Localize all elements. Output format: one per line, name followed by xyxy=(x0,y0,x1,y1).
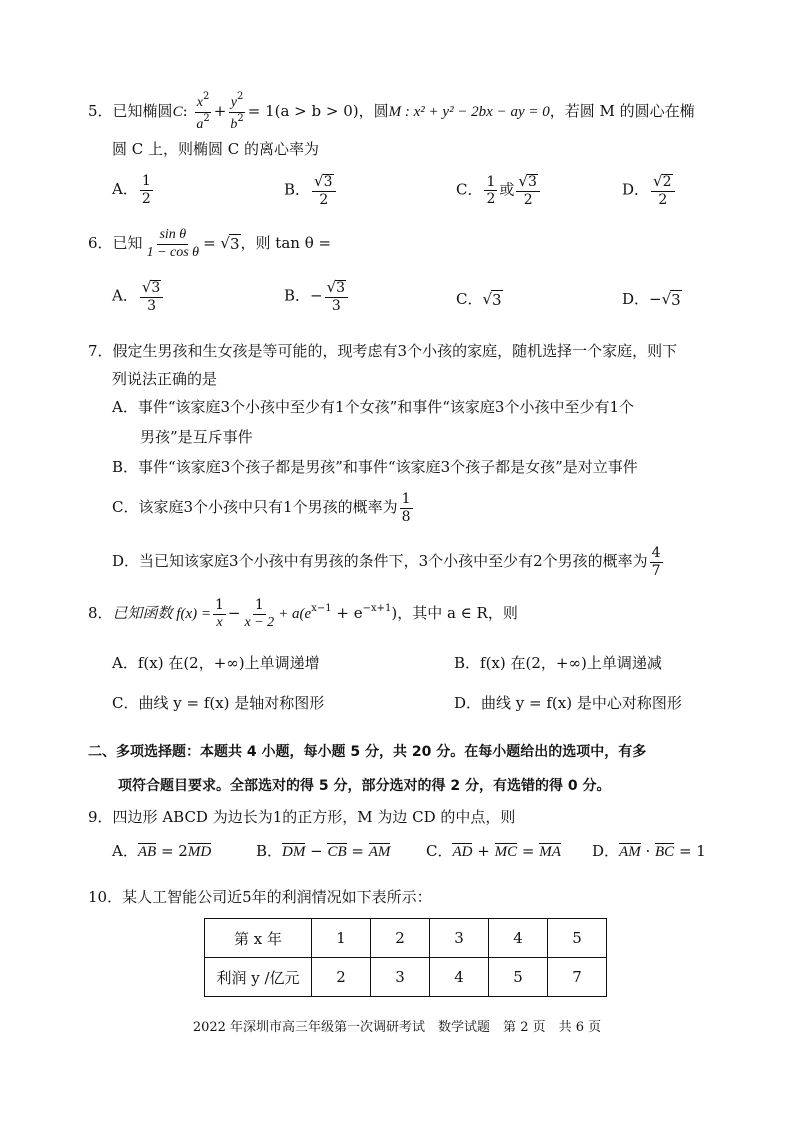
q6-option-a: A． √ 3 3 xyxy=(112,280,165,313)
page-footer: 2022 年深圳市高三年级第一次调研考试 数学试题 第 2 页 共 6 页 xyxy=(192,1020,602,1035)
q9-option-d: D．AM · BC = 1 xyxy=(592,842,706,860)
table-cell: 2 xyxy=(312,958,371,997)
q8-option-b: B．f(x) 在(2，+∞)上单调递减 xyxy=(454,654,662,672)
q5-frac-x: $\frac{x^2}{a^2}$ xyxy=(196,91,210,132)
table-header-profit: 利润 y /亿元 xyxy=(205,958,312,997)
table-row xyxy=(205,958,607,997)
q5-option-c: C． $\frac{1}{2}$ 或 √ 3 2 xyxy=(456,174,542,207)
q10-stem: 10．某人工智能公司近5年的利润情况如下表所示： xyxy=(88,888,432,906)
q9-stem: 9．四边形 ABCD 为边长为1的正方形，M 为边 CD 的中点，则 xyxy=(88,808,516,826)
q7-option-d: D．当已知该家庭3个小孩中有男孩的条件下，3个小孩中至少有2个男孩的概率为 $\frac{4}{7}$ xyxy=(112,545,661,579)
q5-number: 5． xyxy=(88,102,113,121)
q5-mid: ，圆 xyxy=(358,102,389,121)
q7-option-a-line2: 男孩”是互斥事件 xyxy=(140,428,253,446)
q6-stem: 6．已知 $\frac{\text{sin θ}}{\text{1 − cos θ}}$ = √ 3 ，则 tan θ = xyxy=(88,227,332,260)
table-cell: 3 xyxy=(430,919,489,958)
q7-option-a-line1: A．事件“该家庭3个小孩中至少有1个女孩”和事件“该家庭3个小孩中至少有1个 xyxy=(112,398,635,416)
q7-option-c: C．该家庭3个小孩中只有1个男孩的概率为 $\frac{1}{8}$ xyxy=(112,491,411,525)
q5-option-d: D． √ 2 2 xyxy=(622,174,677,207)
q5-stem-line1: 5．已知椭圆C: $\frac{x^2}{a^2}$ + $\frac{y^2}{b^2}$ = 1(a > b > 0)，圆M : x² + y² − 2bx − ay = 0，若圆 M 的圆心在椭 xyxy=(88,91,695,132)
q8-stem: 8．已知函数 f(x) = $\frac{1}{x}$ − $\frac{1}{x - 2}$ + $a(e^{x-1} + e^{-x+1})$，其中 a ∈ R，则 xyxy=(88,597,518,630)
table-cell: 4 xyxy=(489,919,548,958)
table-cell: 3 xyxy=(371,958,430,997)
q5-prefix: 已知椭圆 xyxy=(112,102,173,121)
profit-table xyxy=(204,918,607,997)
q7-option-b: B．事件“该家庭3个孩子都是男孩”和事件“该家庭3个孩子都是女孩”是对立事件 xyxy=(112,458,638,476)
table-row xyxy=(205,919,607,958)
table-cell: 1 xyxy=(312,919,371,958)
table-cell: 5 xyxy=(548,919,607,958)
table-cell: 5 xyxy=(489,958,548,997)
q9-option-b: B．DM − CB = AM xyxy=(256,842,391,860)
q9-option-c: C．AD + MC = MA xyxy=(426,842,561,860)
q5-ellipse-name: C xyxy=(172,104,183,121)
table-cell: 4 xyxy=(430,958,489,997)
section2-heading-line1: 二、多项选择题：本题共 4 小题，每小题 5 分，共 20 分。在每小题给出的选项中，有多 xyxy=(88,744,647,760)
q6-option-b: B．− √ 3 3 xyxy=(284,280,350,313)
q8-option-a: A．f(x) 在(2，+∞)上单调递增 xyxy=(112,654,320,672)
q5-eq-tail: = 1(a > b > 0) xyxy=(247,102,359,121)
q7-stem-line2: 列说法正确的是 xyxy=(112,370,218,388)
q8-option-c: C．曲线 y = f(x) 是轴对称图形 xyxy=(112,694,325,712)
q5-end: ，若圆 M 的圆心在椭 xyxy=(549,102,695,121)
q8-option-d: D．曲线 y = f(x) 是中心对称图形 xyxy=(454,694,682,712)
q6-option-d: D．− √ 3 xyxy=(622,290,681,309)
q5-frac-y: $\frac{y^2}{b^2}$ xyxy=(230,91,244,132)
q5-option-b: B． √ 3 2 xyxy=(284,174,338,207)
table-header-year: 第 x 年 xyxy=(205,919,312,958)
q5-circle-eq: M : x² + y² − 2bx − ay = 0 xyxy=(388,104,550,121)
q7-stem-line1: 7．假定生男孩和生女孩是等可能的，现考虑有3个小孩的家庭，随机选择一个家庭，则下 xyxy=(88,342,678,360)
q9-option-a: A．AB = 2MD xyxy=(112,842,212,860)
table-cell: 2 xyxy=(371,919,430,958)
q6-option-c: C． √ 3 xyxy=(456,290,502,309)
table-cell: 7 xyxy=(548,958,607,997)
q5-option-a: A． $\frac{1}{2}$ xyxy=(112,173,151,207)
q5-stem-line2: 圆 C 上，则椭圆 C 的离心率为 xyxy=(112,140,320,158)
section2-heading-line2: 项符合题目要求。全部选对的得 5 分，部分选对的得 2 分，有选错的得 0 分。 xyxy=(118,778,611,794)
